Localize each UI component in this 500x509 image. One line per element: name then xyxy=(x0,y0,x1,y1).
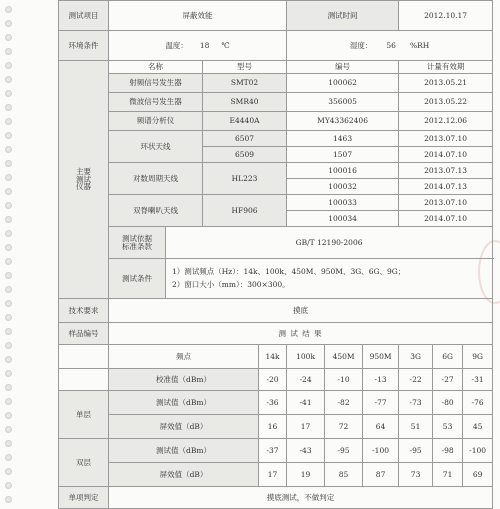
instrument-model: SMT02 xyxy=(203,74,287,93)
result-value: 71 xyxy=(433,463,463,487)
binder-hole xyxy=(5,132,12,139)
result-value: -100 xyxy=(463,439,493,463)
instrument-model: HL223 xyxy=(203,163,287,195)
instrument-validity: 2014.07.10 xyxy=(399,211,493,227)
table-cell xyxy=(59,345,109,369)
binder-hole xyxy=(5,356,12,363)
table-row xyxy=(59,345,493,369)
table-row xyxy=(59,323,493,345)
cell-line: 测试 xyxy=(76,174,91,184)
humidity-value: 56 xyxy=(386,40,396,50)
table-row xyxy=(59,1,493,31)
binder-holes xyxy=(0,0,14,500)
cell-line: 测试依据 xyxy=(122,233,152,243)
result-value: -82 xyxy=(325,391,363,415)
temperature-cell xyxy=(109,31,287,61)
instrument-validity: 2014.07.10 xyxy=(399,147,493,163)
calibration-value: -27 xyxy=(433,369,463,391)
binder-hole xyxy=(5,398,12,405)
standard-value: GB/T 12190-2006 xyxy=(166,227,493,259)
cell-line: 仪器 xyxy=(76,182,91,192)
table-cell xyxy=(59,369,109,391)
instrument-name: 射频信号发生器 xyxy=(109,74,203,93)
col-serial: 编号 xyxy=(287,61,399,74)
col-name: 名称 xyxy=(109,61,203,74)
requirement-value: 摸底 xyxy=(109,299,493,323)
calibration-value: -13 xyxy=(363,369,399,391)
binder-hole xyxy=(5,62,12,69)
binder-hole xyxy=(5,328,12,335)
cell-line: 主要 xyxy=(76,166,91,176)
cell-line: 2）窗口大小（mm）：300×300。 xyxy=(172,279,290,289)
sample-label: 样品编号 xyxy=(59,323,109,345)
result-value: -36 xyxy=(259,391,287,415)
binder-hole xyxy=(5,440,12,447)
instrument-validity: 2013.07.10 xyxy=(399,131,493,147)
freq-cell: 100k xyxy=(287,345,325,369)
instruments-label xyxy=(59,61,109,299)
binder-hole xyxy=(5,118,12,125)
binder-hole xyxy=(5,468,12,475)
table-row xyxy=(59,195,493,211)
calibration-value: -24 xyxy=(287,369,325,391)
result-value: -95 xyxy=(325,439,363,463)
binder-hole xyxy=(5,384,12,391)
result-value: 85 xyxy=(325,463,363,487)
instrument-name: 频谱分析仪 xyxy=(109,112,203,131)
result-value: -95 xyxy=(399,439,433,463)
binder-hole xyxy=(5,272,12,279)
binder-hole xyxy=(5,370,12,377)
binder-hole xyxy=(5,300,12,307)
instrument-serial: 100032 xyxy=(287,179,399,195)
table-row xyxy=(59,93,493,112)
result-value: 69 xyxy=(463,463,493,487)
table-row xyxy=(59,131,493,147)
col-validity: 计量有效期 xyxy=(399,61,493,74)
result-value: 45 xyxy=(463,415,493,439)
temp-unit: ℃ xyxy=(221,40,230,50)
freq-cell: 950M xyxy=(363,345,399,369)
instrument-serial: MY43362406 xyxy=(287,112,399,131)
result-value: 19 xyxy=(287,463,325,487)
humidity-cell xyxy=(287,31,493,61)
result-value: -41 xyxy=(287,391,325,415)
result-row-label: 测试值（dBm） xyxy=(109,439,259,463)
result-value: 51 xyxy=(399,415,433,439)
result-value: -37 xyxy=(259,439,287,463)
result-value: -73 xyxy=(399,391,433,415)
freq-cell: 3G xyxy=(399,345,433,369)
instrument-name: 环状天线 xyxy=(109,131,203,163)
footer-label: 单项判定 xyxy=(59,487,109,509)
result-value: 73 xyxy=(399,463,433,487)
temp-label: 温度： xyxy=(165,40,188,50)
result-value: -43 xyxy=(287,439,325,463)
instrument-name: 对数周期天线 xyxy=(109,163,203,195)
binder-hole xyxy=(5,188,12,195)
binder-hole xyxy=(5,426,12,433)
instrument-validity: 2013.07.13 xyxy=(399,163,493,179)
freq-cell: 14k xyxy=(259,345,287,369)
result-row-label: 屏效值（dB） xyxy=(109,463,259,487)
instrument-model: HF906 xyxy=(203,195,287,227)
binder-hole xyxy=(5,412,12,419)
freq-cell: 6G xyxy=(433,345,463,369)
binder-hole xyxy=(5,482,12,489)
conditions-value xyxy=(166,259,493,299)
test-item-value: 屏蔽效能 xyxy=(109,1,287,31)
binder-hole xyxy=(5,90,12,97)
table-row xyxy=(59,163,493,179)
table-row xyxy=(59,112,493,131)
binder-hole xyxy=(5,286,12,293)
test-item-label: 测试项目 xyxy=(59,1,109,31)
freq-label: 频点 xyxy=(109,345,259,369)
table-row xyxy=(59,439,493,463)
table-row xyxy=(59,463,493,487)
result-value: -77 xyxy=(363,391,399,415)
calibration-label: 校准值（dBm） xyxy=(109,369,259,391)
instrument-validity: 2013.05.22 xyxy=(399,93,493,112)
calibration-value: -20 xyxy=(259,369,287,391)
instrument-validity: 2013.07.10 xyxy=(399,195,493,211)
table-row xyxy=(59,74,493,93)
instrument-serial: 1507 xyxy=(287,147,399,163)
instrument-validity: 2012.12.06 xyxy=(399,112,493,131)
col-model: 型号 xyxy=(203,61,287,74)
table-row xyxy=(59,259,493,299)
instrument-serial: 356005 xyxy=(287,93,399,112)
instrument-name: 微波信号发生器 xyxy=(109,93,203,112)
standard-label xyxy=(109,227,166,259)
conditions-label: 测试条件 xyxy=(109,259,166,299)
binder-hole xyxy=(5,216,12,223)
result-value: 17 xyxy=(259,463,287,487)
footer-value: 摸底测试，不做判定 xyxy=(109,487,493,509)
instrument-validity: 2013.05.21 xyxy=(399,74,493,93)
table-row xyxy=(59,299,493,323)
binder-hole xyxy=(5,230,12,237)
cell-line: 1）测试频点（Hz）：14k、100k、450M、950M、3G、6G、9G； xyxy=(172,266,406,276)
environment-label: 环境条件 xyxy=(59,31,109,61)
result-value: -100 xyxy=(363,439,399,463)
result-value: -76 xyxy=(463,391,493,415)
binder-hole xyxy=(5,258,12,265)
result-row-label: 屏效值（dB） xyxy=(109,415,259,439)
binder-hole xyxy=(5,160,12,167)
result-value: 64 xyxy=(363,415,399,439)
temp-value: 18 xyxy=(199,40,210,50)
instrument-serial: 1463 xyxy=(287,131,399,147)
cell-line: 标准条款 xyxy=(122,241,152,251)
test-time-label: 测试时间 xyxy=(287,1,399,31)
binder-hole xyxy=(5,342,12,349)
instrument-serial: 100034 xyxy=(287,211,399,227)
binder-hole xyxy=(5,454,12,461)
binder-hole xyxy=(5,146,12,153)
binder-hole xyxy=(5,202,12,209)
binder-hole xyxy=(5,6,12,13)
table-row xyxy=(59,31,493,61)
humidity-unit: %RH xyxy=(409,40,430,50)
binder-hole xyxy=(5,104,12,111)
instrument-validity: 2014.07.13 xyxy=(399,179,493,195)
instrument-serial: 100016 xyxy=(287,163,399,179)
instrument-model: E4440A xyxy=(203,112,287,131)
freq-cell: 450M xyxy=(325,345,363,369)
freq-cell: 9G xyxy=(463,345,493,369)
result-value: 17 xyxy=(287,415,325,439)
requirement-label: 技术要求 xyxy=(59,299,109,323)
instrument-model: 6509 xyxy=(203,147,287,163)
instrument-model: SMR40 xyxy=(203,93,287,112)
group-label: 双层 xyxy=(59,439,109,487)
binder-hole xyxy=(5,48,12,55)
test-time-value: 2012.10.17 xyxy=(399,1,493,31)
calibration-value: -10 xyxy=(325,369,363,391)
instrument-serial: 100033 xyxy=(287,195,399,211)
result-value: 87 xyxy=(363,463,399,487)
binder-hole xyxy=(5,76,12,83)
result-value: -80 xyxy=(433,391,463,415)
result-value: 53 xyxy=(433,415,463,439)
humidity-label: 湿度： xyxy=(349,40,373,50)
binder-hole xyxy=(5,244,12,251)
calibration-value: -31 xyxy=(463,369,493,391)
binder-hole xyxy=(5,174,12,181)
instrument-model: 6507 xyxy=(203,131,287,147)
table-row xyxy=(59,61,493,74)
instrument-serial: 100062 xyxy=(287,74,399,93)
binder-hole xyxy=(5,314,12,321)
table-row xyxy=(59,487,493,509)
result-value: -98 xyxy=(433,439,463,463)
binder-hole xyxy=(5,20,12,27)
calibration-value: -22 xyxy=(399,369,433,391)
table-row xyxy=(59,391,493,415)
group-label: 单层 xyxy=(59,391,109,439)
results-title: 测 试 结 果 xyxy=(109,323,493,345)
table-row xyxy=(59,227,493,259)
test-record-table xyxy=(58,0,493,509)
binder-hole xyxy=(5,34,12,41)
table-row xyxy=(59,415,493,439)
table-row xyxy=(59,369,493,391)
instrument-name: 双脊喇叭天线 xyxy=(109,195,203,227)
result-value: 72 xyxy=(325,415,363,439)
result-value: 16 xyxy=(259,415,287,439)
result-row-label: 测试值（dBm） xyxy=(109,391,259,415)
